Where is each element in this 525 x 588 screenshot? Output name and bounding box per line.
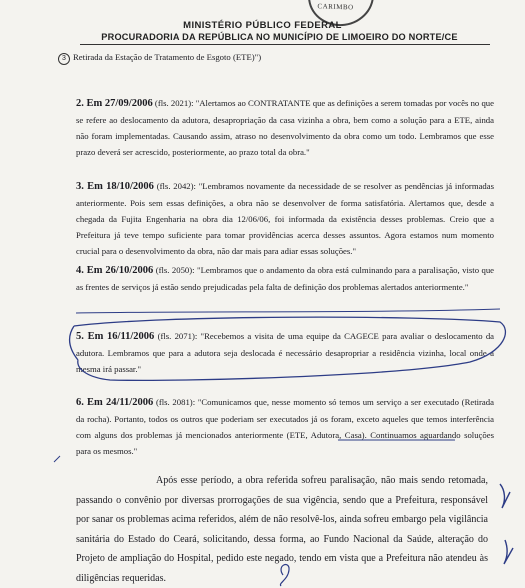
item-5-body: "Recebemos a visita de uma equipe da CAGECE para avaliar o deslocamento da adutora. Lembramos que para a adutora seja deslocada é necessário desapropriar a residência vizinha, local onde a mesma irá passar." <box>76 331 495 374</box>
header-line-2: PROCURADORIA DA REPÚBLICA NO MUNICÍPIO DE LIMOEIRO DO NORTE/CE <box>101 32 458 42</box>
item-6-head: 6. Em 24/11/2006 <box>76 397 154 408</box>
ink-underline-item-4 <box>76 309 500 313</box>
ink-check-1 <box>500 484 510 508</box>
closing-paragraph: Após esse período, a obra referida sofreu paralisação, não mais sendo retomada, passando o convênio por diversas prorrogações de sua vigência, sendo que a Prefeitura, responsável por sanar os problemas acima referidos, além de não resolvê-los, ainda sofreu embargo pela vigilância sanitária do Estado do Ceará, solicitando, dessa forma, ao Fundo Nacional da Saúde, alteração do Projeto de ampliação do Hospital, pedido este negado, tendo em vista que a Prefeitura não atendeu às diligências requeridas. <box>76 475 488 584</box>
intro-text: Retirada da Estação de Tratamento de Esgoto (ETE)") <box>73 52 262 62</box>
item-2-ref: (fls. 2021): <box>154 98 194 108</box>
item-2-body: "Alertamos ao CONTRATANTE que as definições a serem tomadas por vocês no que se refere ao deslocamento da adutora, desapropriação da casa vizinha a obra, bem como a solução para a ETE, ainda não foram implementadas. Causando assim, atraso no desenvolvimento da obra como um todo. Lembramos que esse prazo deverá ser acrescido, posteriormente, ao prazo total da obra." <box>76 98 494 157</box>
item-3-ref: (fls. 2042): <box>156 181 196 191</box>
item-5-ref: (fls. 2071): <box>157 331 198 341</box>
item-5-head: 5. Em 16/11/2006 <box>76 331 155 342</box>
item-3-body: "Lembramos novamente da necessidade de se resolver as pendências já informadas anteriormente. Pois sem essas definições, a obra não se desenvolver de forma satisfatória. Alertamos que, desde a chegada da Fujita Engenharia na obra dia 12/06/06, foi informada da existência desses problemas. Creio que a Prefeitura já teve tempo suficiente para tomar providências acerca desses assuntos. Agora estamos num momento crucial para o desenvolvimento da obra, não dar mais para adiar essas soluções." <box>76 181 495 256</box>
circled-number: 3 <box>58 53 70 65</box>
header-line-1: MINISTÉRIO PÚBLICO FEDERAL <box>183 20 342 31</box>
seal-text: CARIMBO <box>317 2 354 12</box>
item-6-body: "Comunicamos que, nesse momento só temos um serviço a ser executado (Retirada da rocha). Portanto, todos os outros que poderiam ser executados já os foram, exceto aqueles que temos interferência com alguns dos problemas já mencionados anteriormente (ETE, Adutora, Casa). Continuamos aguardando soluções para os mesmos." <box>76 397 494 456</box>
ink-mark-bottom <box>280 565 289 586</box>
ink-margin-mark <box>54 456 60 462</box>
item-4-ref: (fls. 2050): <box>155 265 195 275</box>
ink-loop-item-5 <box>70 317 506 380</box>
ink-check-2 <box>504 540 513 564</box>
item-4-head: 4. Em 26/10/2006 <box>76 265 154 276</box>
item-3-head: 3. Em 18/10/2006 <box>76 181 154 192</box>
item-2-head: 2. Em 27/09/2006 <box>76 98 153 109</box>
item-6-ref: (fls. 2081): <box>155 397 196 407</box>
item-4-body: "Lembramos que o andamento da obra está culminando para a paralisação, visto que as frentes de serviços já estão sendo prejudicadas pela falta de definição dos problemas alertados anteriormente." <box>76 265 495 292</box>
